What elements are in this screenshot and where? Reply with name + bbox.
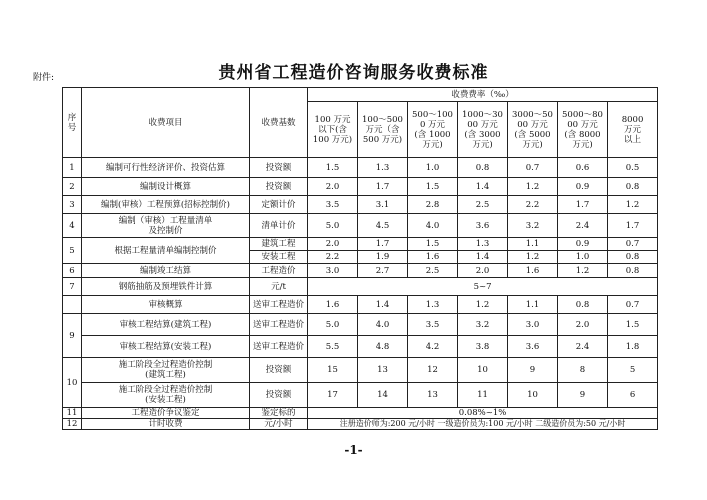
basis-cell: 送审工程造价 xyxy=(250,314,308,336)
hourly-rate-cell: 注册造价师为:200 元/小时 一级造价员为:100 元/小时 二级造价员为:50 元/小时 xyxy=(308,419,658,430)
rate-cell: 0.7 xyxy=(608,296,658,314)
seq-cell: 5 xyxy=(63,238,82,264)
rate-cell: 0.9 xyxy=(558,178,608,196)
seq-cell: 1 xyxy=(63,158,82,178)
rate-cell: 1.6 xyxy=(508,264,558,278)
basis-cell: 工程造价 xyxy=(250,264,308,278)
seq-cell: 6 xyxy=(63,264,82,278)
rate-cell: 12 xyxy=(408,358,458,383)
rate-cell: 4.8 xyxy=(358,336,408,358)
rate-cell: 1.4 xyxy=(458,178,508,196)
item-cell: 审核概算 xyxy=(82,296,250,314)
item-cell: 编制可行性经济评价、投资估算 xyxy=(82,158,250,178)
rate-cell: 1.4 xyxy=(458,251,508,264)
rate-cell: 2.5 xyxy=(458,196,508,214)
fee-table xyxy=(62,87,658,430)
rate-cell: 2.2 xyxy=(308,251,358,264)
rate-cell: 2.4 xyxy=(558,214,608,238)
rate-cell: 3.0 xyxy=(508,314,558,336)
table-row xyxy=(63,278,658,296)
item-cell: 钢筋抽筋及预埋铁件计算 xyxy=(82,278,250,296)
rate-cell: 17 xyxy=(308,383,358,408)
basis-cell: 清单计价 xyxy=(250,214,308,238)
range-header: 5000～80 00 万元 (含 8000 万元) xyxy=(558,102,608,158)
rate-cell: 4.0 xyxy=(408,214,458,238)
item-cell: 根据工程量清单编制控制价 xyxy=(82,238,250,264)
rate-cell: 3.5 xyxy=(308,196,358,214)
rate-cell: 11 xyxy=(458,383,508,408)
rate-cell: 4.2 xyxy=(408,336,458,358)
rate-cell: 5 xyxy=(608,358,658,383)
rate-cell: 1.5 xyxy=(408,178,458,196)
rate-cell: 3.1 xyxy=(358,196,408,214)
item-cell: 施工阶段全过程造价控制 (安装工程) xyxy=(82,383,250,408)
basis-header: 收费基数 xyxy=(250,88,308,158)
rate-cell: 1.2 xyxy=(558,264,608,278)
table-row xyxy=(63,408,658,419)
rate-cell: 1.8 xyxy=(608,336,658,358)
seq-cell: 3 xyxy=(63,196,82,214)
rate-cell: 1.5 xyxy=(308,158,358,178)
rate-cell: 4.0 xyxy=(358,314,408,336)
range-header: 100 万元 以下(含 100 万元) xyxy=(308,102,358,158)
item-cell: 编制竣工结算 xyxy=(82,264,250,278)
rate-range-cell: 0.08%~1% xyxy=(308,408,658,419)
item-cell: 计时收费 xyxy=(82,419,250,430)
rate-cell: 0.7 xyxy=(608,238,658,251)
rate-cell: 0.7 xyxy=(508,158,558,178)
rate-cell: 6 xyxy=(608,383,658,408)
rate-cell: 0.8 xyxy=(558,296,608,314)
basis-cell: 投资额 xyxy=(250,178,308,196)
basis-cell: 送审工程造价 xyxy=(250,296,308,314)
rate-cell: 3.6 xyxy=(458,214,508,238)
seq-cell: 12 xyxy=(63,419,82,430)
rate-cell: 15 xyxy=(308,358,358,383)
rate-cell: 1.3 xyxy=(358,158,408,178)
table-row xyxy=(63,358,658,383)
basis-cell: 元/小时 xyxy=(250,419,308,430)
rate-cell: 0.8 xyxy=(608,251,658,264)
rate-cell: 2.0 xyxy=(458,264,508,278)
rate-cell: 1.4 xyxy=(358,296,408,314)
rate-cell: 2.0 xyxy=(308,238,358,251)
rate-cell: 10 xyxy=(458,358,508,383)
rate-cell: 1.5 xyxy=(408,238,458,251)
seq-cell: 10 xyxy=(63,358,82,408)
rate-cell: 3.5 xyxy=(408,314,458,336)
rate-cell: 3.0 xyxy=(308,264,358,278)
rate-cell: 0.6 xyxy=(558,158,608,178)
item-cell: 施工阶段全过程造价控制 (建筑工程) xyxy=(82,358,250,383)
seq-cell: 9 xyxy=(63,314,82,358)
range-header: 100～500 万元（含 500 万元) xyxy=(358,102,408,158)
item-cell: 编制（审核）工程量清单 及控制价 xyxy=(82,214,250,238)
basis-cell: 投资额 xyxy=(250,158,308,178)
basis-cell: 鉴定标的 xyxy=(250,408,308,419)
seq-cell xyxy=(63,296,82,314)
rate-cell: 1.2 xyxy=(458,296,508,314)
table-row xyxy=(63,296,658,314)
table-row xyxy=(63,214,658,238)
rate-cell: 8 xyxy=(558,358,608,383)
rate-cell: 2.2 xyxy=(508,196,558,214)
basis-cell: 投资额 xyxy=(250,383,308,408)
rate-cell: 2.0 xyxy=(558,314,608,336)
basis-cell: 安装工程 xyxy=(250,251,308,264)
item-cell: 编制(审核）工程预算(招标控制价) xyxy=(82,196,250,214)
rate-cell: 13 xyxy=(358,358,408,383)
rate-cell: 14 xyxy=(358,383,408,408)
basis-cell: 建筑工程 xyxy=(250,238,308,251)
rate-cell: 1.0 xyxy=(408,158,458,178)
rate-cell: 3.6 xyxy=(508,336,558,358)
page-number: -1- xyxy=(344,443,363,457)
rate-cell: 0.8 xyxy=(608,264,658,278)
rate-cell: 5.0 xyxy=(308,214,358,238)
item-header: 收费项目 xyxy=(82,88,250,158)
rate-cell: 1.1 xyxy=(508,238,558,251)
table-row xyxy=(63,264,658,278)
rate-cell: 1.2 xyxy=(508,251,558,264)
seq-cell: 11 xyxy=(63,408,82,419)
rate-range-cell: 5~7 xyxy=(308,278,658,296)
rate-cell: 1.5 xyxy=(608,314,658,336)
table-row xyxy=(63,178,658,196)
rate-cell: 2.5 xyxy=(408,264,458,278)
table-row xyxy=(63,196,658,214)
rate-cell: 4.5 xyxy=(358,214,408,238)
rate-cell: 2.0 xyxy=(308,178,358,196)
table-row xyxy=(63,238,658,251)
range-header: 1000～30 00 万元 (含 3000 万元) xyxy=(458,102,508,158)
rate-cell: 1.7 xyxy=(358,238,408,251)
item-cell: 审核工程结算(安装工程) xyxy=(82,336,250,358)
rate-cell: 5.5 xyxy=(308,336,358,358)
item-cell: 编制设计概算 xyxy=(82,178,250,196)
item-cell: 审核工程结算(建筑工程) xyxy=(82,314,250,336)
rate-cell: 10 xyxy=(508,383,558,408)
rate-cell: 1.3 xyxy=(458,238,508,251)
seq-cell: 7 xyxy=(63,278,82,296)
rate-group-header: 收费费率（‰） xyxy=(308,88,658,102)
basis-cell: 送审工程造价 xyxy=(250,336,308,358)
basis-cell: 定额计价 xyxy=(250,196,308,214)
rate-cell: 2.8 xyxy=(408,196,458,214)
rate-cell: 0.5 xyxy=(608,158,658,178)
table-row xyxy=(63,383,658,408)
range-header: 500～100 0 万元 (含 1000 万元) xyxy=(408,102,458,158)
rate-cell: 1.1 xyxy=(508,296,558,314)
seq-cell: 2 xyxy=(63,178,82,196)
rate-cell: 0.9 xyxy=(558,238,608,251)
rate-cell: 1.2 xyxy=(608,196,658,214)
rate-cell: 2.4 xyxy=(558,336,608,358)
seq-cell: 4 xyxy=(63,214,82,238)
rate-cell: 13 xyxy=(408,383,458,408)
seq-header: 序 号 xyxy=(63,88,82,158)
table-row xyxy=(63,336,658,358)
rate-cell: 0.8 xyxy=(608,178,658,196)
rate-cell: 1.7 xyxy=(358,178,408,196)
rate-cell: 0.8 xyxy=(458,158,508,178)
rate-cell: 9 xyxy=(558,383,608,408)
rate-cell: 1.7 xyxy=(558,196,608,214)
rate-cell: 3.8 xyxy=(458,336,508,358)
rate-cell: 1.6 xyxy=(308,296,358,314)
rate-cell: 9 xyxy=(508,358,558,383)
basis-cell: 投资额 xyxy=(250,358,308,383)
rate-cell: 1.6 xyxy=(408,251,458,264)
rate-cell: 1.2 xyxy=(508,178,558,196)
basis-cell: 元/t xyxy=(250,278,308,296)
table-row xyxy=(63,419,658,430)
range-header: 3000～50 00 万元 (含 5000 万元) xyxy=(508,102,558,158)
rate-cell: 1.3 xyxy=(408,296,458,314)
rate-cell: 1.0 xyxy=(558,251,608,264)
rate-cell: 3.2 xyxy=(458,314,508,336)
item-cell: 工程造价争议鉴定 xyxy=(82,408,250,419)
document-title: 贵州省工程造价咨询服务收费标准 xyxy=(218,63,489,83)
rate-cell: 2.7 xyxy=(358,264,408,278)
rate-cell: 1.9 xyxy=(358,251,408,264)
range-header: 8000 万元 以上 xyxy=(608,102,658,158)
rate-cell: 3.2 xyxy=(508,214,558,238)
attachment-label: 附件: xyxy=(33,73,55,83)
rate-cell: 1.7 xyxy=(608,214,658,238)
rate-cell: 5.0 xyxy=(308,314,358,336)
table-row xyxy=(63,314,658,336)
table-row xyxy=(63,158,658,178)
